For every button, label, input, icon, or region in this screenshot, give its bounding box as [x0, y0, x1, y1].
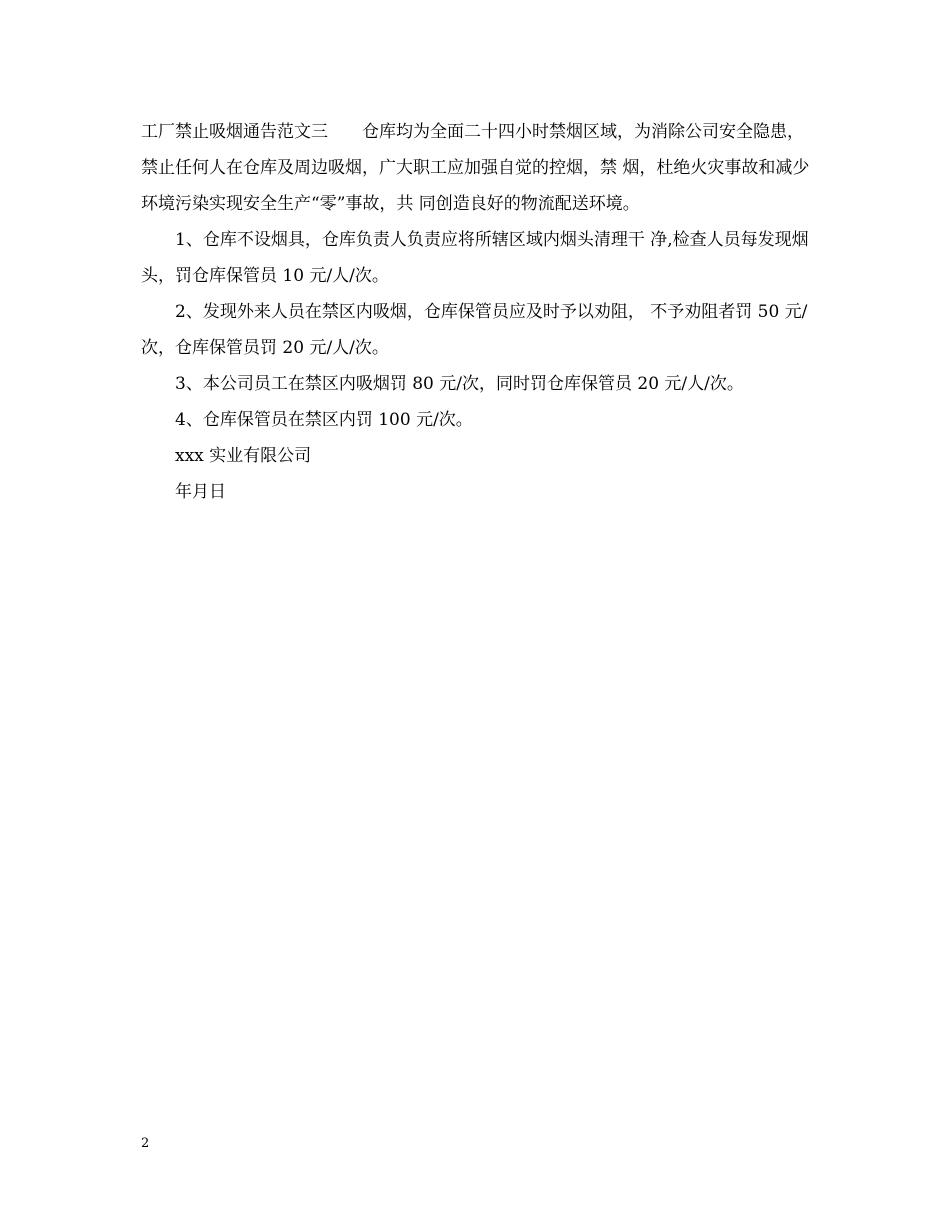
page-number: 2 — [141, 1136, 150, 1151]
rule-item: 1、仓库不设烟具，仓库负责人负责应将所辖区域内烟头清理干 净,检查人员每发现烟头，罚仓库保管员 10 元/人/次。 — [141, 230, 809, 286]
rule-item: 3、本公司员工在禁区内吸烟罚 80 元/次，同时罚仓库保管员 20 元/人/次。 — [175, 374, 744, 394]
company-name: xxx 实业有限公司 — [175, 446, 312, 466]
rule-item: 2、发现外来人员在禁区内吸烟，仓库保管员应及时予以劝阻， 不予劝阻者罚 50 元/次，仓库保管员罚 20 元/人/次。 — [141, 302, 808, 358]
date-line: 年月日 — [175, 482, 226, 502]
rule-item: 4、仓库保管员在禁区内罚 100 元/次。 — [175, 410, 473, 430]
document-body — [141, 114, 813, 510]
opening-paragraph: 工厂禁止吸烟通告范文三 仓库均为全面二十四小时禁烟区域，为消除公司安全隐患，禁止任何人在仓库及周边吸烟，广大职工应加强自觉的控烟，禁 烟，杜绝火灾事故和减少环境污染实现安全生产“零”事故，共 同创造良好的物流配送环境。 — [141, 122, 810, 214]
